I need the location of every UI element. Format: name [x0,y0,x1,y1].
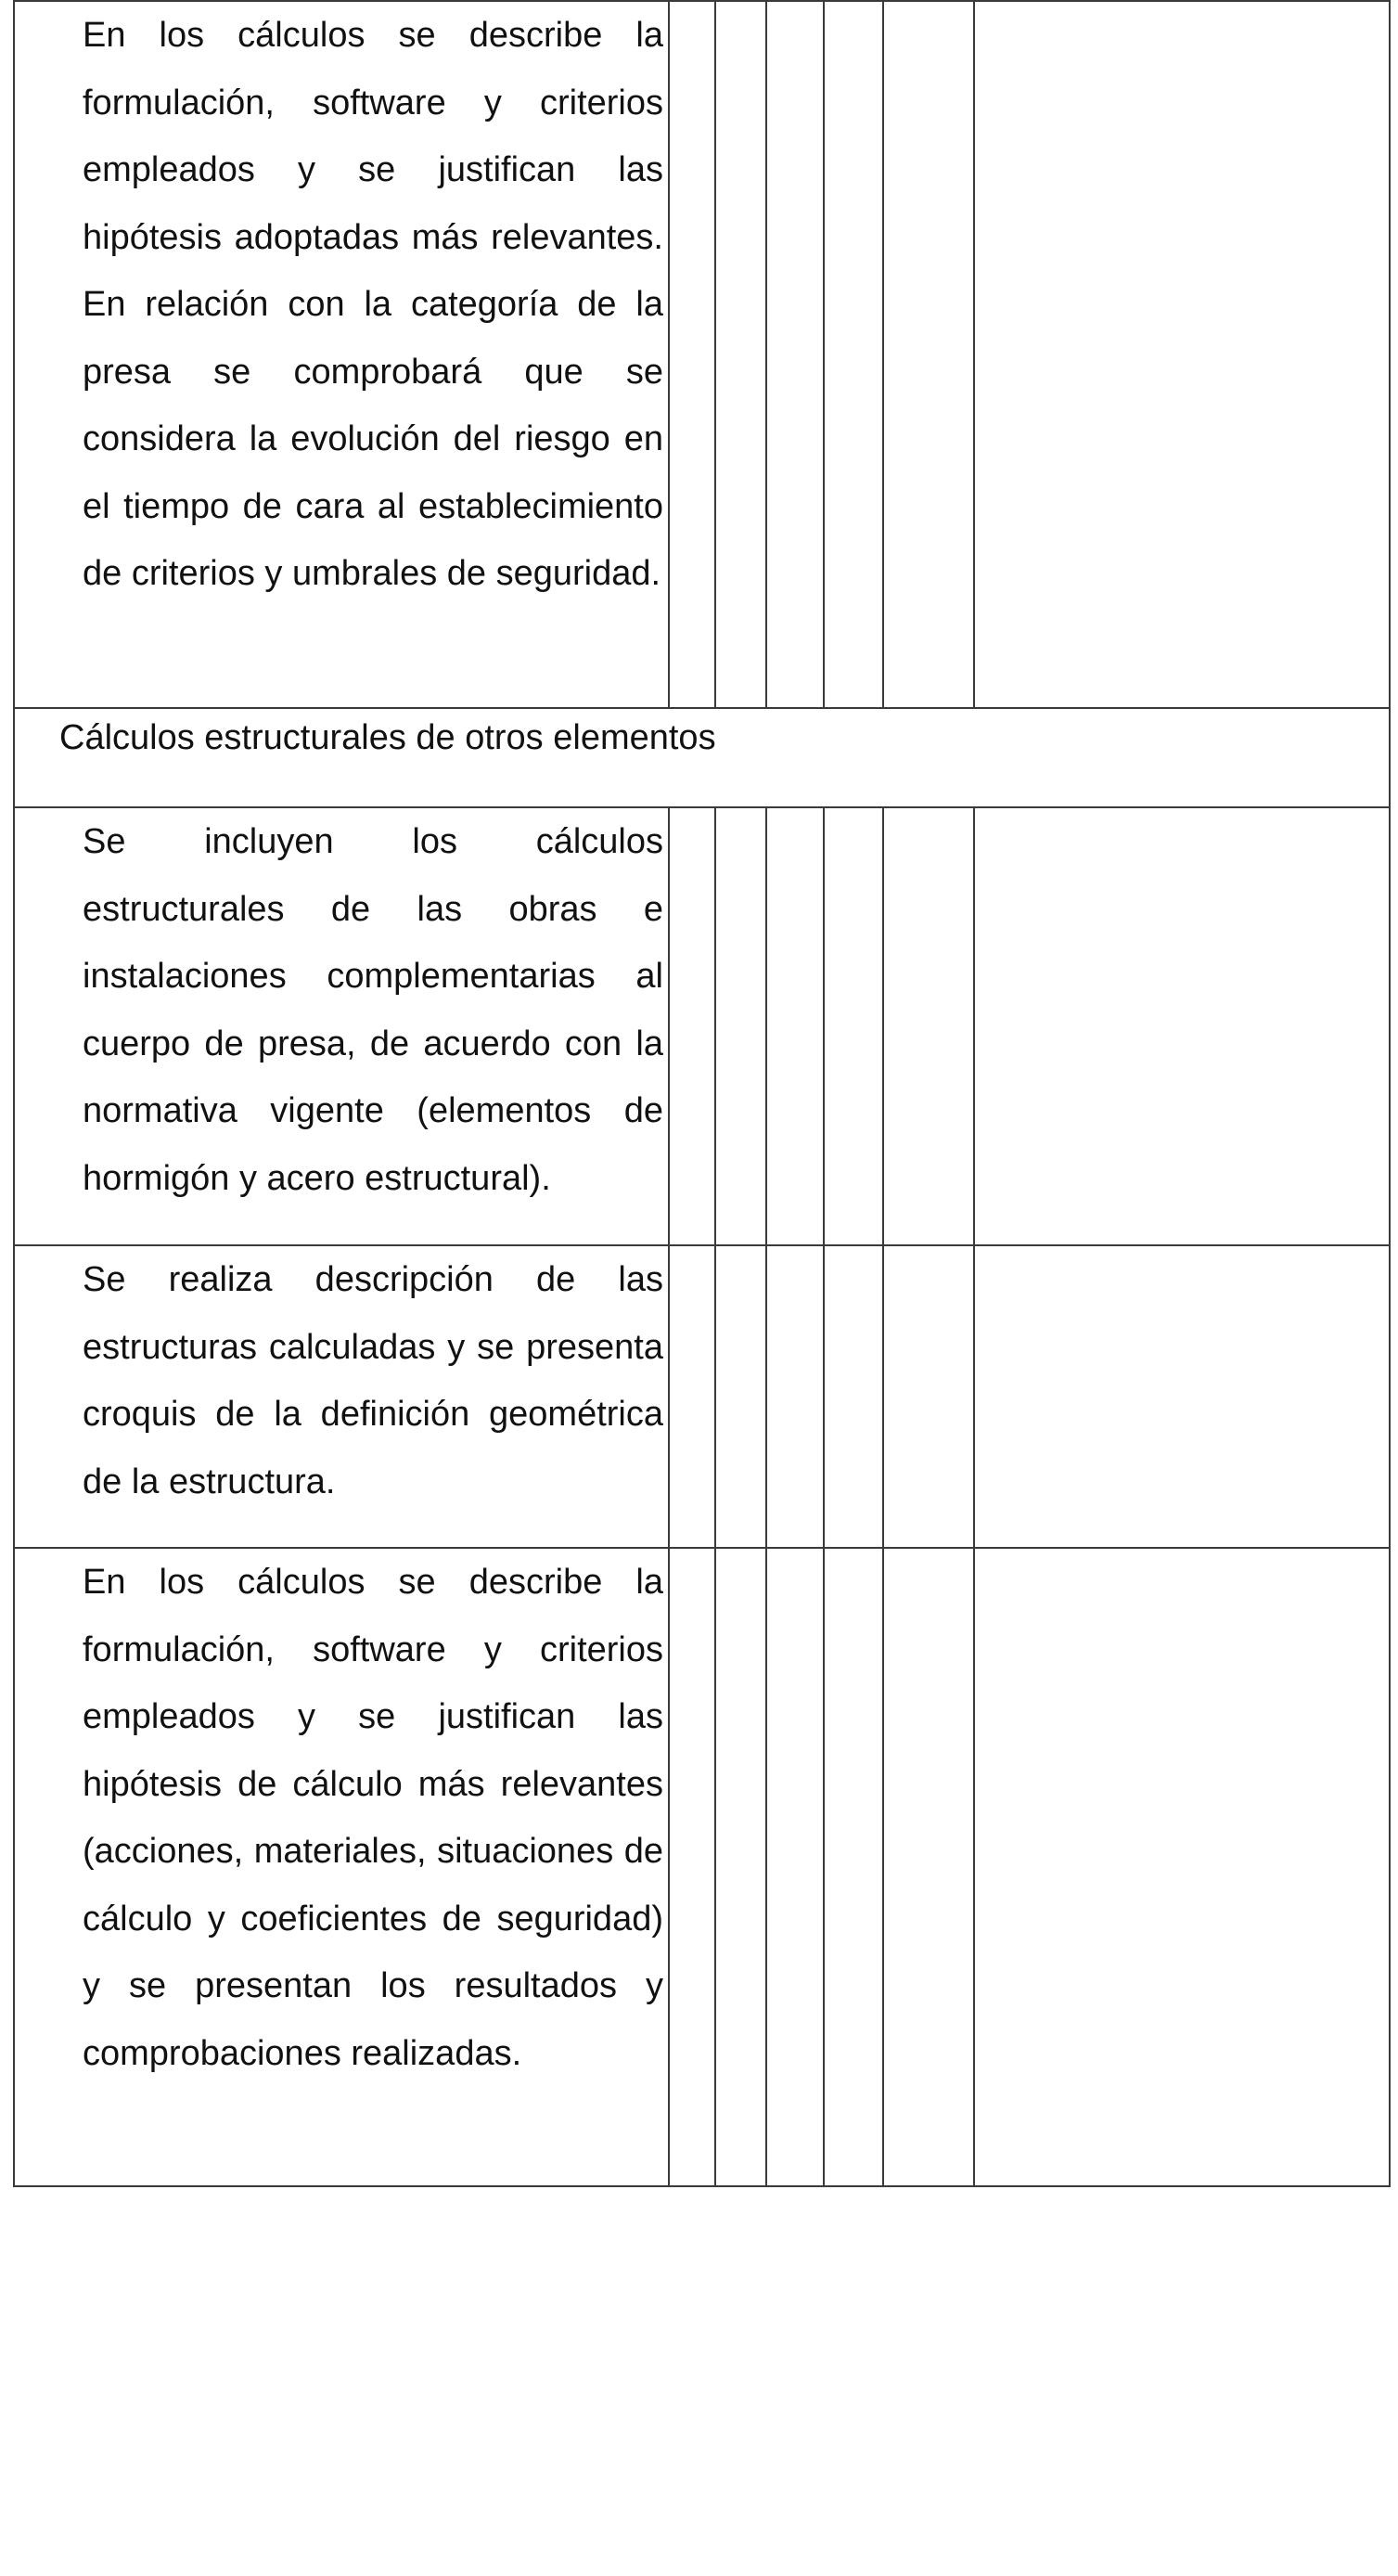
table-row [14,1,1390,708]
observations-cell[interactable] [974,1245,1390,1548]
check-cell[interactable] [824,807,883,1245]
check-cell[interactable] [715,1548,766,2186]
check-cell[interactable] [715,807,766,1245]
section-title: Cálculos estructurales de otros elementos [59,718,716,757]
criterion-cell [14,1548,669,2186]
check-cell[interactable] [883,1548,974,2186]
table-row [14,1245,1390,1548]
criterion-cell [14,807,669,1245]
observations-cell[interactable] [974,807,1390,1245]
check-cell[interactable] [824,1245,883,1548]
check-cell[interactable] [715,1245,766,1548]
section-row [14,708,1390,807]
check-cell[interactable] [824,1548,883,2186]
criterion-cell [14,1245,669,1548]
check-cell[interactable] [883,1245,974,1548]
table-row [14,1548,1390,2186]
check-cell[interactable] [883,1,974,708]
criterion-text: Se incluyen los cálculos estructurales de las obras e instalaciones complementarias al cuerpo de presa, de acuerdo con la normativa vigente (elementos de hormigón y acero estructural). [83,822,663,1198]
criterion-text: En los cálculos se describe la formulación, software y criterios empleados y se justifican las hipótesis adoptadas más relevantes. En relación con la categoría de la presa se comprobará que se considera la evolución del riesgo en el tiempo de cara al establecimiento de criterios y umbrales de seguridad. [83,16,663,593]
table-row [14,807,1390,1245]
check-cell[interactable] [766,1245,824,1548]
check-cell[interactable] [883,807,974,1245]
check-cell[interactable] [669,1,715,708]
check-cell[interactable] [766,807,824,1245]
check-cell[interactable] [669,807,715,1245]
criterion-text: En los cálculos se describe la formulación, software y criterios empleados y se justifican las hipótesis de cálculo más relevantes (acciones, materiales, situaciones de cálculo y coeficientes de seguridad) y se presentan los resultados y comprobaciones realizadas. [83,1563,663,2073]
checklist-table [13,0,1391,2187]
check-cell[interactable] [766,1,824,708]
check-cell[interactable] [669,1245,715,1548]
check-cell[interactable] [715,1,766,708]
check-cell[interactable] [669,1548,715,2186]
check-cell[interactable] [824,1,883,708]
observations-cell[interactable] [974,1548,1390,2186]
criterion-text: Se realiza descripción de las estructuras calculadas y se presenta croquis de la definición geométrica de la estructura. [83,1260,663,1501]
section-header-cell [14,708,1390,807]
check-cell[interactable] [766,1548,824,2186]
observations-cell[interactable] [974,1,1390,708]
criterion-cell [14,1,669,708]
